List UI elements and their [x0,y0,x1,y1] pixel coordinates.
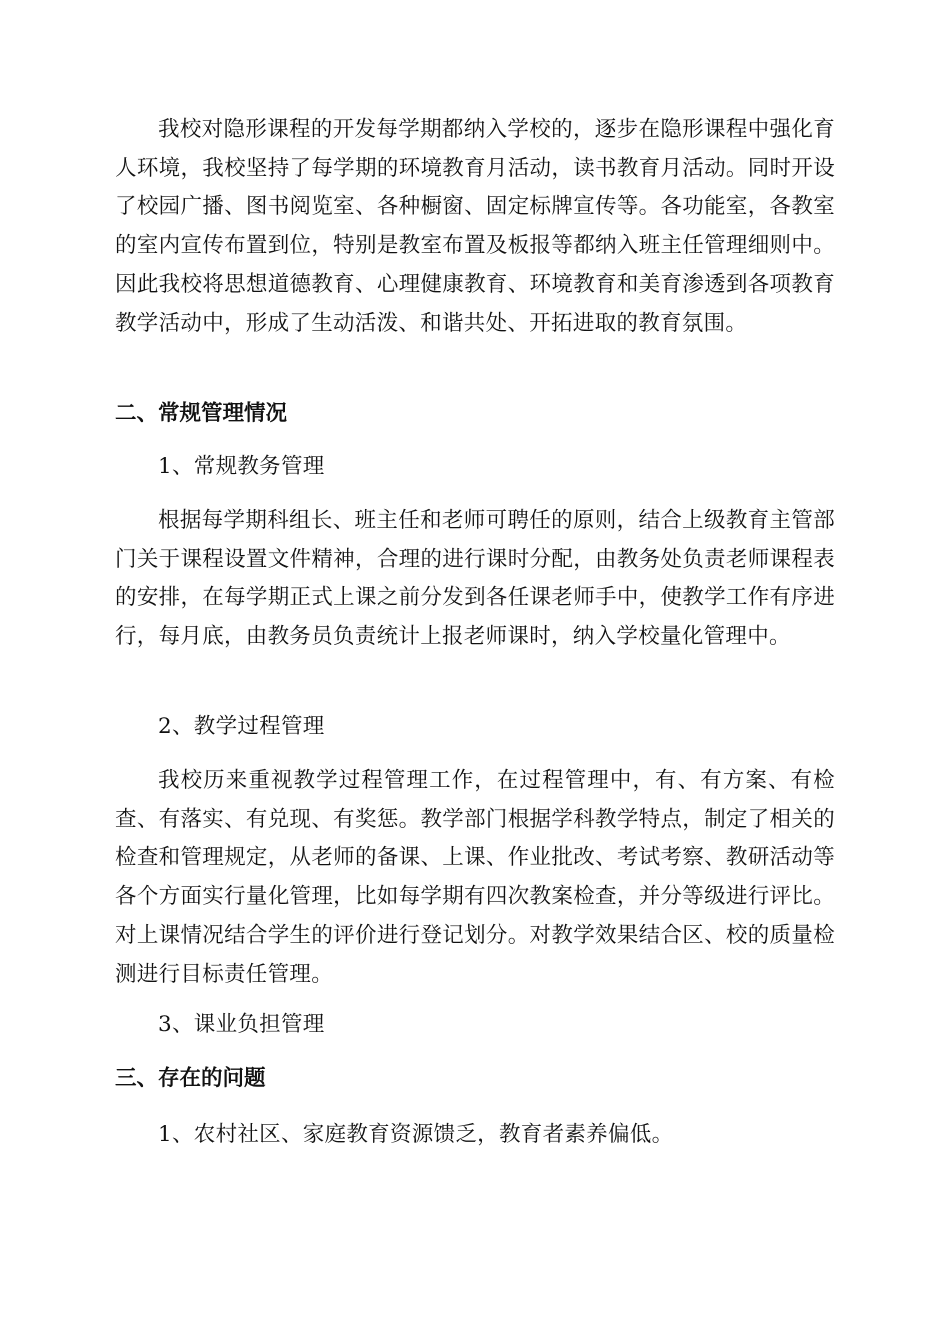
section-heading-routine-management: 二、常规管理情况 [115,401,288,426]
subheading-homework-load: 3、课业负担管理 [158,1012,325,1037]
subheading-teaching-process: 2、教学过程管理 [158,714,325,739]
paragraph-academic-affairs: 根据每学期科组长、班主任和老师可聘任的原则，结合上级教育主管部门关于课程设置文件精神，合理的进行课时分配，由教务处负责老师课程表的安排，在每学期正式上课之前分发到各任课老师手中，使教学工作有序进行，每月底，由教务员负责统计上报老师课时，纳入学校量化管理中。 [115,508,835,650]
section-heading-problems: 三、存在的问题 [115,1066,266,1091]
paragraph-teaching-process: 我校历来重视教学过程管理工作，在过程管理中，有、有方案、有检查、有落实、有兑现、有奖惩。教学部门根据学科教学特点，制定了相关的检查和管理规定，从老师的备课、上课、作业批改、考试考察、教研活动等各个方面实行量化管理，比如每学期有四次教案检查，并分等级进行评比。对上课情况结合学生的评价进行登记划分。对教学效果结合区、校的质量检测进行目标责任管理。 [115,768,835,987]
paragraph-hidden-curriculum: 我校对隐形课程的开发每学期都纳入学校的，逐步在隐形课程中强化育人环境，我校坚持了每学期的环境教育月活动，读书教育月活动。同时开设了校园广播、图书阅览室、各种橱窗、固定标牌宣传等。各功能室，各教室的室内宣传布置到位，特别是教室布置及板报等都纳入班主任管理细则中。因此我校将思想道德教育、心理健康教育、环境教育和美育渗透到各项教育教学活动中，形成了生动活泼、和谐共处、开拓进取的教育氛围。 [115,117,835,336]
list-item-problem-1: 1、农村社区、家庭教育资源馈乏，教育者素养偏低。 [158,1122,674,1147]
subheading-academic-affairs: 1、常规教务管理 [158,454,325,479]
